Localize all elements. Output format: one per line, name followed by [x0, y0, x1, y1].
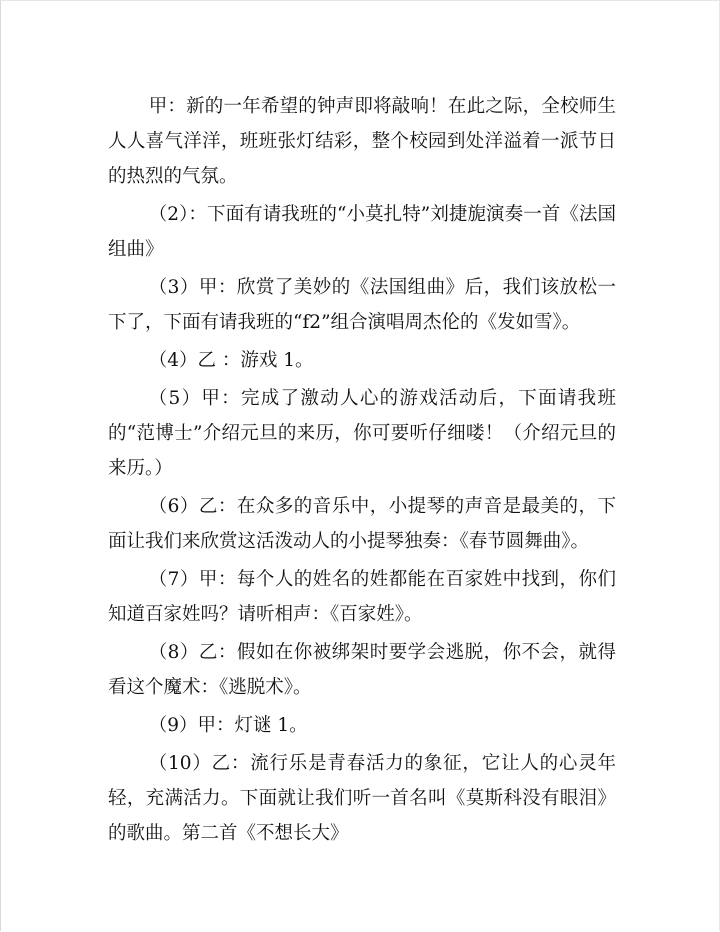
paragraph-item-9: （9）甲：灯谜 1。 — [148, 715, 308, 736]
paragraph-item-10: （10）乙：流行乐是青春活力的象征，它让人的心灵年轻，充满活力。下面就让我们听一首名叫《莫斯科没有眼泪》的歌曲。第二首《不想长大》 — [108, 753, 616, 844]
paragraph-item-8: （8）乙：假如在你被绑架时要学会逃脱，你不会，就得看这个魔术：《逃脱术》。 — [108, 642, 616, 698]
paragraph-item-7: （7）甲：每个人的姓名的姓都能在百家姓中找到，你们知道百家姓吗？请听相声：《百家姓》。 — [108, 569, 616, 625]
document-body — [108, 89, 616, 851]
paragraph-item-5: （5）甲：完成了激动人心的游戏活动后，下面请我班的“范博士”介绍元旦的来历，你可要听仔细喽！（介绍元旦的来历。） — [108, 388, 616, 479]
paragraph-item-4: （4）乙 ：游戏 1。 — [148, 350, 314, 371]
paragraph-item-2: （2）：下面有请我班的“小莫扎特”刘捷旎演奏一首《法国组曲》 — [108, 204, 616, 260]
paragraph-item-3: （3）甲：欣赏了美妙的《法国组曲》后，我们该放松一下了，下面有请我班的“f2”组合演唱周杰伦的《发如雪》。 — [108, 277, 616, 333]
paragraph-intro: 甲：新的一年希望的钟声即将敲响！在此之际，全校师生人人喜气洋洋，班班张灯结彩，整个校园到处洋溢着一派节日的热烈的气氛。 — [108, 96, 616, 187]
paragraph-item-6: （6）乙：在众多的音乐中，小提琴的声音是最美的，下面让我们来欣赏这活泼动人的小提琴独奏：《春节圆舞曲》。 — [108, 496, 616, 552]
